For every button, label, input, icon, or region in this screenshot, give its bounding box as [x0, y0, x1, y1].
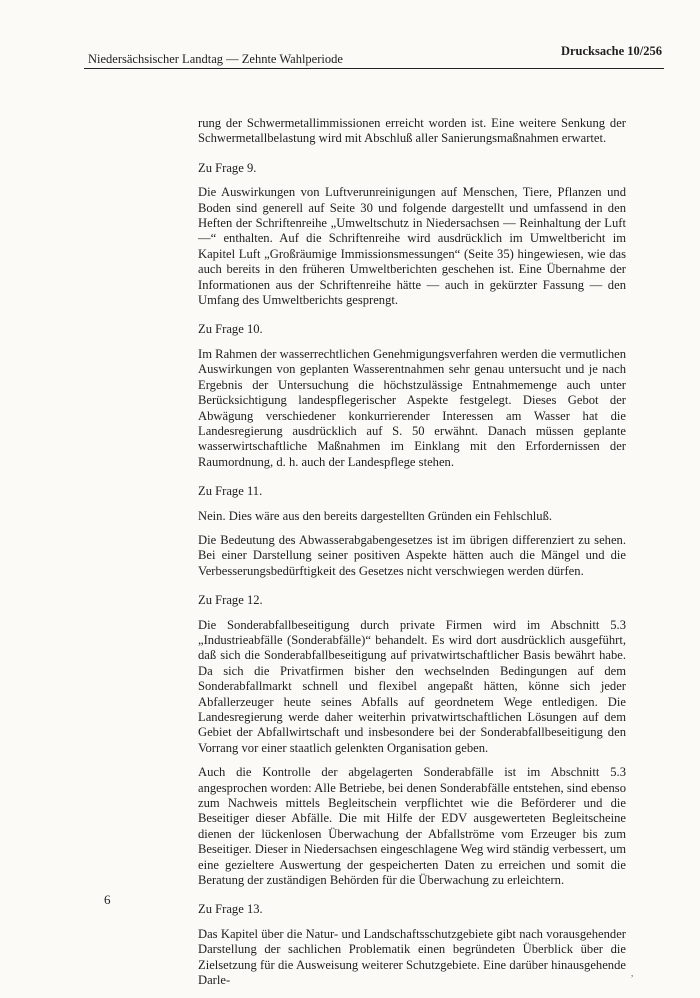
paragraph: Im Rahmen der wasserrechtlichen Genehmigungsverfahren werden die vermutlichen Auswirkungen von geplanten Wasserentnahmen sehr genau untersucht und je nach Ergebnis der Untersuchung die höchstzulässige Entnahmemenge auch unter Berücksichtigung landespflegerischer Aspekte festgelegt. Dieses Gebot der Abwägung verschiedener konkurrierender Interessen am Wasser hat die Landesregierung ausdrücklich auf S. 50 erwähnt. Danach müssen geplante wasserwirtschaftliche Maßnahmen im Einklang mit den Erfordernissen der Raumordnung, d. h. auch der Landespflege stehen. [198, 346, 626, 469]
question-heading: Zu Frage 9. [198, 160, 257, 175]
question-heading: Zu Frage 10. [198, 322, 263, 337]
paragraph: Die Auswirkungen von Luftverunreinigungen auf Menschen, Tiere, Pflanzen und Boden sind generell auf Seite 30 und folgende dargestellt und umfassend in den Heften der Schriftenreihe „Umweltschutz in Niedersachsen — Reinhaltung der Luft —“ enthalten. Auf die Schriftenreihe wird ausdrücklich im Umweltbericht im Kapitel Luft „Großräumige Immissionsmessungen“ (Seite 35) hingewiesen, wie das auch bereits in den früheren Umweltberichten geschehen ist. Eine Übernahme der Informationen aus der Schriftenreihe hätte — auch in gekürzter Fassung — den Umfang des Umweltberichts gesprengt. [198, 185, 626, 308]
paragraph: rung der Schwermetallimmissionen erreicht worden ist. Eine weitere Senkung der Schwermetallbelastung wird mit Abschluß aller Sanierungsmaßnahmen erwartet. [198, 116, 626, 146]
header-title: Niedersächsischer Landtag — Zehnte Wahlperiode [88, 52, 343, 66]
page-number: 6 [104, 892, 111, 907]
page-header [62, 44, 662, 70]
question-heading: Zu Frage 12. [198, 593, 263, 608]
paragraph: Das Kapitel über die Natur- und Landschaftsschutzgebiete gibt nach vorausgehender Darstellung der sachlichen Problematik einen begründeten Überblick über die Zielsetzung für die Ausweisung weiterer Schutzgebiete. Eine darüber hinausgehende Darle- [198, 926, 626, 988]
paragraph: Auch die Kontrolle der abgelagerten Sonderabfälle ist im Abschnitt 5.3 angesprochen worden: Alle Betriebe, bei denen Sonderabfälle entstehen, sind ebenso zum Nachweis mittels Begleitschein verpflichtet wie die Beförderer und die Beseitiger dieser Abfälle. Die mit Hilfe der EDV ausgewerteten Begleitscheine dienen der lückenlosen Überwachung der Abfallströme vom Erzeuger bis zum Beseitiger. Dieser in Niedersachsen eingeschlagene Weg wird ständig verbessert, um eine gezieltere Auswertung der gespeicherten Daten zu erreichen und somit die Beratung der zuständigen Behörden für die Überwachung zu erleichtern. [198, 765, 626, 888]
paragraph: Die Sonderabfallbeseitigung durch private Firmen wird im Abschnitt 5.3 „Industrieabfälle (Sonderabfälle)“ behandelt. Es wird dort ausdrücklich ausgeführt, daß sich die Sonderabfallbeseitigung auf privatwirtschaftlicher Basis bewährt habe. Da sich die Privatfirmen bisher den wechselnden Bedingungen auf dem Sonderabfallmarkt schnell und flexibel angepaßt hätten, könne sich jeder Abfallerzeuger heute seines Abfalls auf geordnetem Wege entledigen. Die Landesregierung werde daher weiterhin privatwirtschaftlichen Lösungen auf dem Gebiet der Abfallwirtschaft und insbesondere bei der Sonderabfallbeseitigung den Vorrang vor einer staatlich gelenkten Organisation geben. [198, 617, 626, 755]
scan-mark: , [631, 968, 634, 978]
header-rule [84, 68, 664, 69]
paragraph: Die Bedeutung des Abwasserabgabengesetzes ist im übrigen differenziert zu sehen. Bei einer Darstellung seiner positiven Aspekte hätten auch die Mängel und die Verbesserungsbedürftigkeit des Gesetzes nicht verschwiegen werden dürfen. [198, 532, 626, 578]
paragraph: Nein. Dies wäre aus den bereits dargestellten Gründen ein Fehlschluß. [198, 508, 553, 523]
question-heading: Zu Frage 13. [198, 902, 263, 917]
body-text [198, 116, 626, 998]
question-heading: Zu Frage 11. [198, 484, 263, 499]
document-number: Drucksache 10/256 [560, 44, 662, 58]
